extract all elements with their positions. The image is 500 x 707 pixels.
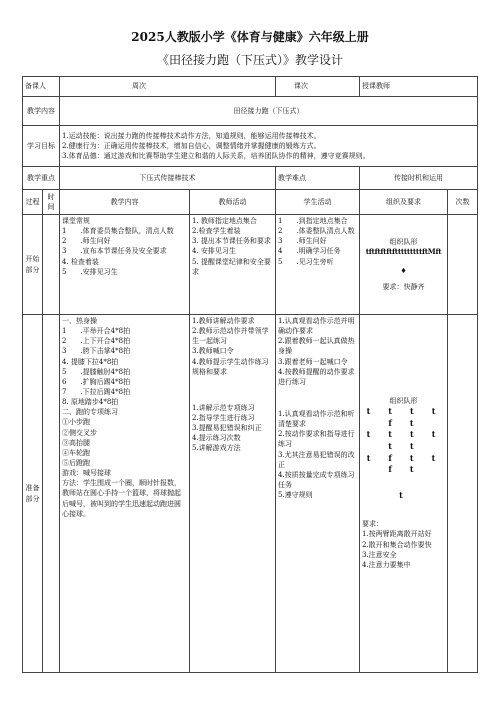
start-teacher [190,215,276,315]
student-line: 1.认真观看动作示范并明确动作要求 [278,317,355,336]
content-line: 4. 检查着装 [62,257,99,266]
focus-row [23,167,478,190]
formation-pattern: tftftftftftttttttttftMft [365,247,442,257]
student-line: 1 .到指定地点集合 [278,217,348,225]
teacher-cell [60,77,276,97]
drill-line: ④车轮跑 [62,448,90,457]
formation-row: t t t t t t [366,429,454,451]
col-content: 教学内容 [60,190,190,215]
prep-teacher [190,315,276,673]
page-subtitle: 《田径接力跑（下压式）》教学设计 [156,53,343,67]
student-line: 1.认真观看动作示范和听清楚要求 [278,409,355,429]
objectives-list [60,126,478,167]
period-label: 课次 [294,82,308,91]
requirement-line: 1.按两臂距离散开站好 [362,530,432,539]
objectives-row [23,126,478,167]
start-section-row [23,215,478,315]
warmup-line: 1 .平举开合4*8拍 [62,327,131,336]
content-line: 课堂常规 [62,217,90,225]
teacher-line: 2.检查学生着装 [192,227,241,236]
drill-line: ①小步跑 [62,418,90,427]
teacher-line: 3.提醒易犯错误和纠正 [192,424,262,433]
teacher-line: 1.教师讲解动作要求 [192,317,255,325]
content-label: 教学内容 [23,97,60,126]
game-method: 方法：学生围成一个圈，顺时针报数，教师站在圆心手持一个篮球，将球抛起后喊号，被叫到的学生迅速起动跑进圆心接球。 [62,479,181,518]
teacher-line: 5.讲解游戏方法 [192,444,241,453]
content-line: 2 .师生问好 [62,237,111,246]
objective-item: 1.运动技能：说出接力跑的传接棒技术动作方法，知道规则，能够运用传接棒技术。 [62,131,321,140]
requirements-label: 要求： [362,520,383,529]
drill-line: ⑤后蹬跑 [62,458,90,467]
warmup-line: 4. 提膝下拉4*8拍 [62,357,119,366]
page-title: 2025人教版小学《体育与健康》六年级上册 [131,30,369,44]
prep-time [43,315,60,673]
warmup-line: 5 .提膝触肘4*8拍 [62,367,131,376]
col-count: 次数 [448,190,478,215]
teacher-line: 4.提示练习次数 [192,434,241,443]
warmup-line: 7 .下拉后踢4*8拍 [62,387,131,396]
warmup-line: 6 .扩胸后踢4*8拍 [62,377,131,386]
game-title: 游戏：喊号接球 [62,469,111,478]
org-label: 组织队形 [389,397,418,405]
student-line: 3.尤其注意易犯错误的改正 [278,450,355,469]
start-content [60,215,190,315]
org-requirement: 要求：快静齐 [382,282,425,291]
key-value: 下压式传接棒技术 [60,167,276,190]
start-time [43,215,60,315]
teacher-position: t [399,489,408,500]
teacher-line: 1.讲解示范专项练习 [192,403,255,412]
prep-organization [360,315,454,673]
drill-line: ②侧交叉步 [62,428,97,437]
col-organization: 组织及要求 [360,190,448,215]
prep-student [276,315,360,673]
student-line: 4.按质按量完成专项练习任务 [278,470,355,489]
teacher-line: 2.指导学生进行练习 [192,413,255,422]
objective-item: 2.健康行为：正确运用传接棒技术，增加自信心，调整情绪并掌握健康的锻炼方式。 [62,141,321,150]
student-line: 3.跟着老师一起喊口令 [278,357,348,366]
formation-row: t f t t f t [366,452,454,475]
start-label: 开始部分 [23,215,43,315]
prep-content [60,315,190,673]
teacher-position-marker: ♦ [400,266,407,275]
student-line: 5 .见习生旁听 [278,257,334,266]
start-count [448,215,478,315]
student-line: 2.按动作要求和指导进行练习 [278,430,355,449]
start-organization [360,215,448,315]
prep-section-row [23,315,478,673]
col-student: 学生活动 [276,190,360,215]
col-process: 过程 [23,190,43,215]
requirement-line: 2.散开和集合动作要快 [362,540,432,549]
instructor-label: 授课教师 [362,82,390,91]
student-line: 2.跟着教师一起认真做热身操 [278,337,355,356]
requirement-line: 3.注意安全 [362,550,397,559]
warmup-title: 一、热身操 [62,317,97,325]
start-student [276,215,360,315]
objective-item: 3.体育品德：通过游戏和比赛帮助学生建立和谐的人际关系，培养团队协作的精神，遵守竞赛规则。 [62,152,370,161]
column-header-row [23,190,478,215]
teacher-line: 3.教师喊口令 [192,347,234,356]
prep-count [448,315,478,673]
teacher-line: 5. 提醒课堂纪律和安全要求 [192,257,271,276]
content-value: 田径接力跑（下压式） [60,97,478,126]
teacher-line: 2.教师示范动作并带领学生一起练习 [192,327,269,346]
content-line: 5 .安排见习生 [62,267,118,276]
col-time: 时间 [43,190,60,215]
teacher-line: 4.教师提示学生动作练习规格和要求 [192,357,269,376]
col-teacher: 教师活动 [190,190,276,215]
difficulty-value: 传接时机和运用 [360,167,478,190]
week-label: 周次 [132,82,146,91]
key-label: 教学重点 [23,167,60,190]
content-line: 3 .宣布本节课任务及安全要求 [62,247,167,256]
header-row [23,77,478,97]
warmup-line: 3 .胯下击掌4*8拍 [62,347,131,356]
teacher-line: 3. 提出本节课任务和要求 [192,237,271,246]
drill-line: ③高抬腿 [62,438,90,447]
teacher-label: 备课人 [23,77,60,97]
teacher-line: 4. 安排见习生 [192,247,236,256]
prep-label: 准备部分 [23,315,43,673]
student-line: 2 .体委整队清点人数 [278,227,355,236]
formation-row: t t t t f t [366,406,454,428]
student-line: 5.遵守规则 [278,491,313,500]
student-line: 4.按教师提醒的动作要求进行练习 [278,367,355,386]
lesson-plan-table [22,76,478,673]
warmup-line: 2 .上下开合4*8拍 [62,337,131,346]
student-line: 3 .师生问好 [278,237,327,246]
student-line: 4 .明确学习任务 [278,247,341,256]
drills-title: 二、跑的专项练习 [62,408,118,417]
instructor-cell [360,77,478,97]
warmup-line: 8. 原地踏步4*8拍 [62,398,119,407]
period-cell [276,77,360,97]
requirement-line: 4.注意力要集中 [362,560,411,569]
objectives-label: 学习目标 [23,126,60,167]
content-row [23,97,478,126]
content-line: 1 .体育委员集合整队，清点人数 [62,227,174,236]
difficulty-label: 教学难点 [276,167,360,190]
teacher-line: 1. 教师指定地点集合 [192,217,257,225]
org-label: 组织队形 [389,238,418,247]
